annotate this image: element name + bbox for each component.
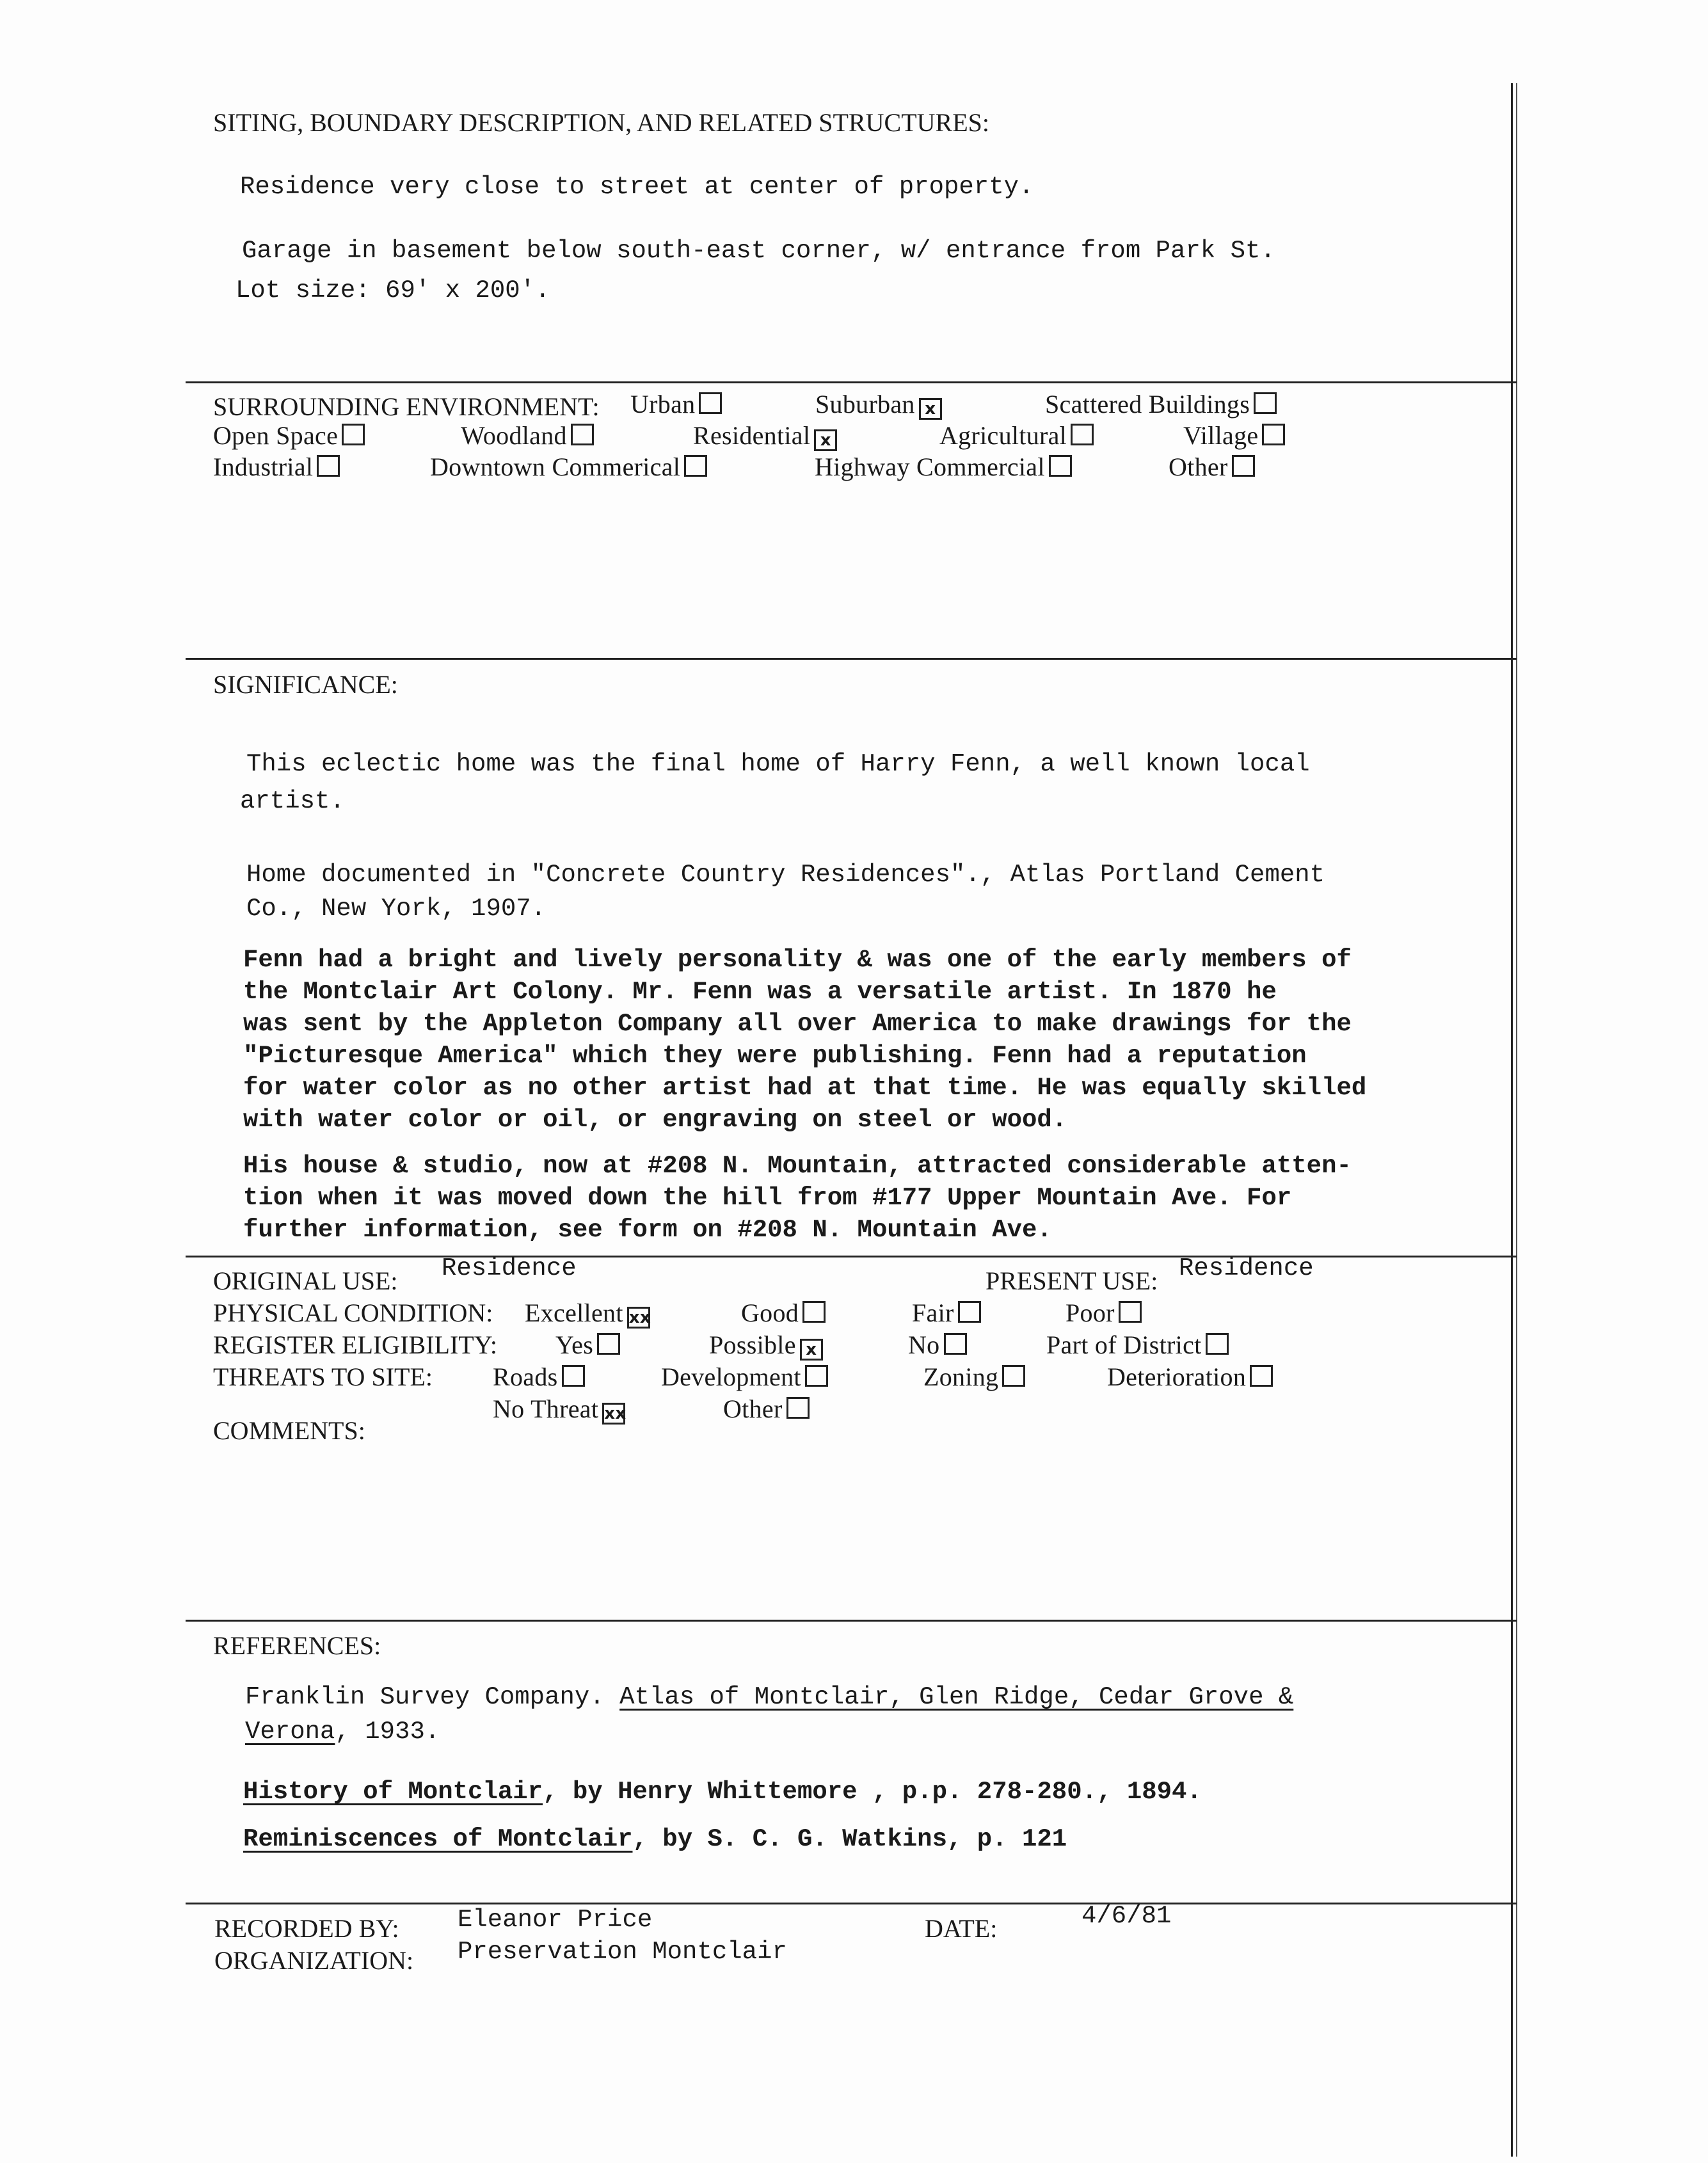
significance-p2-line-1: Home documented in "Concrete Country Residences"., Atlas Portland Cement — [246, 861, 1325, 889]
condition-option-poor[interactable] — [1066, 1298, 1142, 1328]
condition-good-checkbox[interactable] — [802, 1301, 826, 1323]
env-option-open-space[interactable] — [213, 420, 365, 451]
reference-2-details: , by Henry Whittemore , p.p. 278-280., 1894. — [543, 1778, 1202, 1806]
env-agricultural-checkbox[interactable] — [1071, 424, 1094, 445]
siting-line-1: Residence very close to street at center of property. — [240, 173, 1034, 201]
significance-p4-line-3: further information, see form on #208 N. Mountain Ave. — [243, 1216, 1052, 1244]
env-option-downtown-commerical[interactable] — [430, 452, 707, 482]
references-heading: REFERENCES: — [213, 1631, 381, 1660]
significance-p3-line-4: "Picturesque America" which they were publishing. Fenn had a reputation — [243, 1042, 1307, 1070]
significance-p2-line-2: Co., New York, 1907. — [246, 895, 547, 923]
env-option-industrial[interactable] — [213, 452, 340, 482]
eligibility-district-label: Part of District — [1046, 1330, 1202, 1359]
threats-development-checkbox[interactable] — [805, 1365, 828, 1387]
condition-poor-checkbox[interactable] — [1119, 1301, 1142, 1323]
significance-p3-line-1: Fenn had a bright and lively personality & was one of the early members of — [243, 946, 1352, 974]
env-option-other[interactable] — [1169, 452, 1255, 482]
env-option-suburban[interactable] — [815, 389, 942, 420]
present-use-value: Residence — [1179, 1254, 1314, 1282]
threats-roads-checkbox[interactable] — [562, 1365, 585, 1387]
threats-no-threat-checkbox[interactable]: xx — [602, 1403, 625, 1425]
reference-1-title: Atlas of Montclair, Glen Ridge, Cedar Grove & — [619, 1683, 1294, 1711]
reference-1-author: Franklin Survey Company. — [245, 1683, 605, 1711]
eligibility-label: REGISTER ELIGIBILITY: — [213, 1330, 498, 1359]
eligibility-district-checkbox[interactable] — [1206, 1333, 1229, 1355]
env-downtown-checkbox[interactable] — [684, 455, 707, 477]
environment-heading: SURROUNDING ENVIRONMENT: — [213, 392, 600, 421]
right-border-line-inner — [1516, 83, 1517, 2157]
reference-3-title: Reminiscences of Montclair — [243, 1825, 633, 1853]
condition-option-fair[interactable] — [912, 1298, 981, 1328]
env-option-agricultural[interactable] — [939, 420, 1094, 451]
condition-option-excellent[interactable] — [525, 1298, 650, 1329]
condition-excellent-checkbox[interactable]: xx — [627, 1307, 650, 1329]
threats-deterioration-checkbox[interactable] — [1250, 1365, 1273, 1387]
env-urban-label: Urban — [630, 390, 696, 419]
threats-option-development[interactable] — [661, 1362, 828, 1392]
threats-zoning-label: Zoning — [923, 1362, 999, 1391]
significance-p1-line-1: This eclectic home was the final home of Harry Fenn, a well known local — [246, 750, 1310, 778]
eligibility-possible-checkbox[interactable]: x — [800, 1339, 823, 1361]
threats-deterioration-label: Deterioration — [1107, 1362, 1247, 1391]
threats-option-roads[interactable] — [493, 1362, 585, 1392]
env-other-label: Other — [1169, 452, 1228, 481]
recorded-by-label: RECORDED BY: — [214, 1914, 399, 1943]
reference-3-details: , by S. C. G. Watkins, p. 121 — [632, 1825, 1067, 1853]
env-open-space-label: Open Space — [213, 421, 339, 450]
reference-1-line-1 — [245, 1683, 1293, 1711]
reference-2 — [243, 1778, 1202, 1806]
date-label: DATE: — [925, 1914, 998, 1943]
env-scattered-label: Scattered Buildings — [1045, 390, 1250, 419]
siting-line-2: Garage in basement below south-east corner, w/ entrance from Park St. — [242, 237, 1275, 265]
significance-p1-line-2: artist. — [240, 787, 345, 815]
siting-line-3: Lot size: 69' x 200'. — [235, 276, 550, 305]
reference-1-line-2 — [245, 1718, 440, 1746]
eligibility-no-checkbox[interactable] — [944, 1333, 967, 1355]
threats-label: THREATS TO SITE: — [213, 1362, 433, 1391]
env-woodland-checkbox[interactable] — [571, 424, 594, 445]
env-urban-checkbox[interactable] — [699, 392, 722, 414]
significance-p3-line-6: with water color or oil, or engraving on steel or wood. — [243, 1106, 1067, 1134]
env-option-highway-commercial[interactable] — [815, 452, 1072, 482]
env-other-checkbox[interactable] — [1232, 455, 1255, 477]
divider-2 — [186, 658, 1517, 660]
threats-no-threat-label: No Threat — [493, 1394, 599, 1423]
env-open-space-checkbox[interactable] — [342, 424, 365, 445]
reference-1-title-cont: Verona — [245, 1718, 335, 1746]
significance-p4-line-2: tion when it was moved down the hill from #177 Upper Mountain Ave. For — [243, 1184, 1292, 1212]
env-residential-label: Residential — [693, 421, 811, 450]
original-use-value: Residence — [442, 1254, 577, 1282]
threats-option-no-threat[interactable] — [493, 1394, 625, 1425]
env-suburban-checkbox[interactable]: x — [919, 398, 942, 420]
threats-other-checkbox[interactable] — [786, 1397, 810, 1419]
env-village-checkbox[interactable] — [1262, 424, 1285, 445]
env-agricultural-label: Agricultural — [939, 421, 1067, 450]
divider-1 — [186, 381, 1517, 383]
significance-p3-line-2: the Montclair Art Colony. Mr. Fenn was a versatile artist. In 1870 he — [243, 978, 1277, 1006]
env-woodland-label: Woodland — [461, 421, 567, 450]
significance-p4-line-1: His house & studio, now at #208 N. Mountain, attracted considerable atten- — [243, 1152, 1352, 1180]
env-option-urban[interactable] — [630, 389, 722, 419]
reference-1-year: , 1933. — [335, 1718, 440, 1746]
right-border-line — [1511, 83, 1513, 2157]
threats-zoning-checkbox[interactable] — [1002, 1365, 1025, 1387]
original-use-label: ORIGINAL USE: — [213, 1266, 398, 1295]
present-use-label: PRESENT USE: — [986, 1266, 1158, 1295]
threats-option-other[interactable] — [723, 1394, 810, 1424]
env-option-scattered-buildings[interactable] — [1045, 389, 1277, 419]
date-value: 4/6/81 — [1081, 1902, 1172, 1930]
divider-3 — [186, 1256, 1517, 1257]
env-industrial-label: Industrial — [213, 452, 314, 481]
env-downtown-label: Downtown Commerical — [430, 452, 681, 481]
eligibility-yes-checkbox[interactable] — [597, 1333, 620, 1355]
eligibility-option-no[interactable] — [908, 1330, 967, 1360]
eligibility-option-yes[interactable] — [555, 1330, 620, 1360]
env-option-village[interactable] — [1183, 420, 1285, 451]
significance-p3-line-3: was sent by the Appleton Company all over America to make drawings for the — [243, 1010, 1352, 1038]
condition-fair-checkbox[interactable] — [958, 1301, 981, 1323]
env-highway-label: Highway Commercial — [815, 452, 1045, 481]
organization-value: Preservation Montclair — [458, 1938, 787, 1966]
condition-fair-label: Fair — [912, 1298, 954, 1327]
env-scattered-checkbox[interactable] — [1254, 392, 1277, 414]
eligibility-no-label: No — [908, 1330, 940, 1359]
comments-label: COMMENTS: — [213, 1416, 365, 1445]
eligibility-possible-label: Possible — [709, 1330, 796, 1359]
env-industrial-checkbox[interactable] — [317, 455, 340, 477]
env-option-residential[interactable] — [693, 420, 837, 451]
eligibility-option-part-of-district[interactable] — [1046, 1330, 1229, 1360]
eligibility-yes-label: Yes — [555, 1330, 594, 1359]
divider-4 — [186, 1620, 1517, 1622]
divider-5 — [186, 1903, 1517, 1904]
env-highway-checkbox[interactable] — [1049, 455, 1072, 477]
threats-option-zoning[interactable] — [923, 1362, 1025, 1392]
threats-option-deterioration[interactable] — [1107, 1362, 1273, 1392]
significance-p3-line-5: for water color as no other artist had at that time. He was equally skilled — [243, 1074, 1367, 1102]
significance-heading: SIGNIFICANCE: — [213, 670, 398, 699]
condition-label: PHYSICAL CONDITION: — [213, 1298, 493, 1327]
condition-option-good[interactable] — [741, 1298, 826, 1328]
env-village-label: Village — [1183, 421, 1259, 450]
recorded-by-value: Eleanor Price — [458, 1906, 653, 1934]
threats-roads-label: Roads — [493, 1362, 558, 1391]
env-option-woodland[interactable] — [461, 420, 594, 451]
reference-3 — [243, 1825, 1067, 1853]
reference-2-title: History of Montclair — [243, 1778, 543, 1806]
env-suburban-label: Suburban — [815, 390, 915, 419]
organization-label: ORGANIZATION: — [214, 1946, 414, 1975]
condition-good-label: Good — [741, 1298, 799, 1327]
condition-excellent-label: Excellent — [525, 1298, 623, 1327]
env-residential-checkbox[interactable]: x — [814, 429, 837, 451]
threats-other-label: Other — [723, 1394, 783, 1423]
siting-heading: SITING, BOUNDARY DESCRIPTION, AND RELATED STRUCTURES: — [213, 108, 990, 137]
condition-poor-label: Poor — [1066, 1298, 1115, 1327]
eligibility-option-possible[interactable] — [709, 1330, 823, 1361]
threats-development-label: Development — [661, 1362, 801, 1391]
